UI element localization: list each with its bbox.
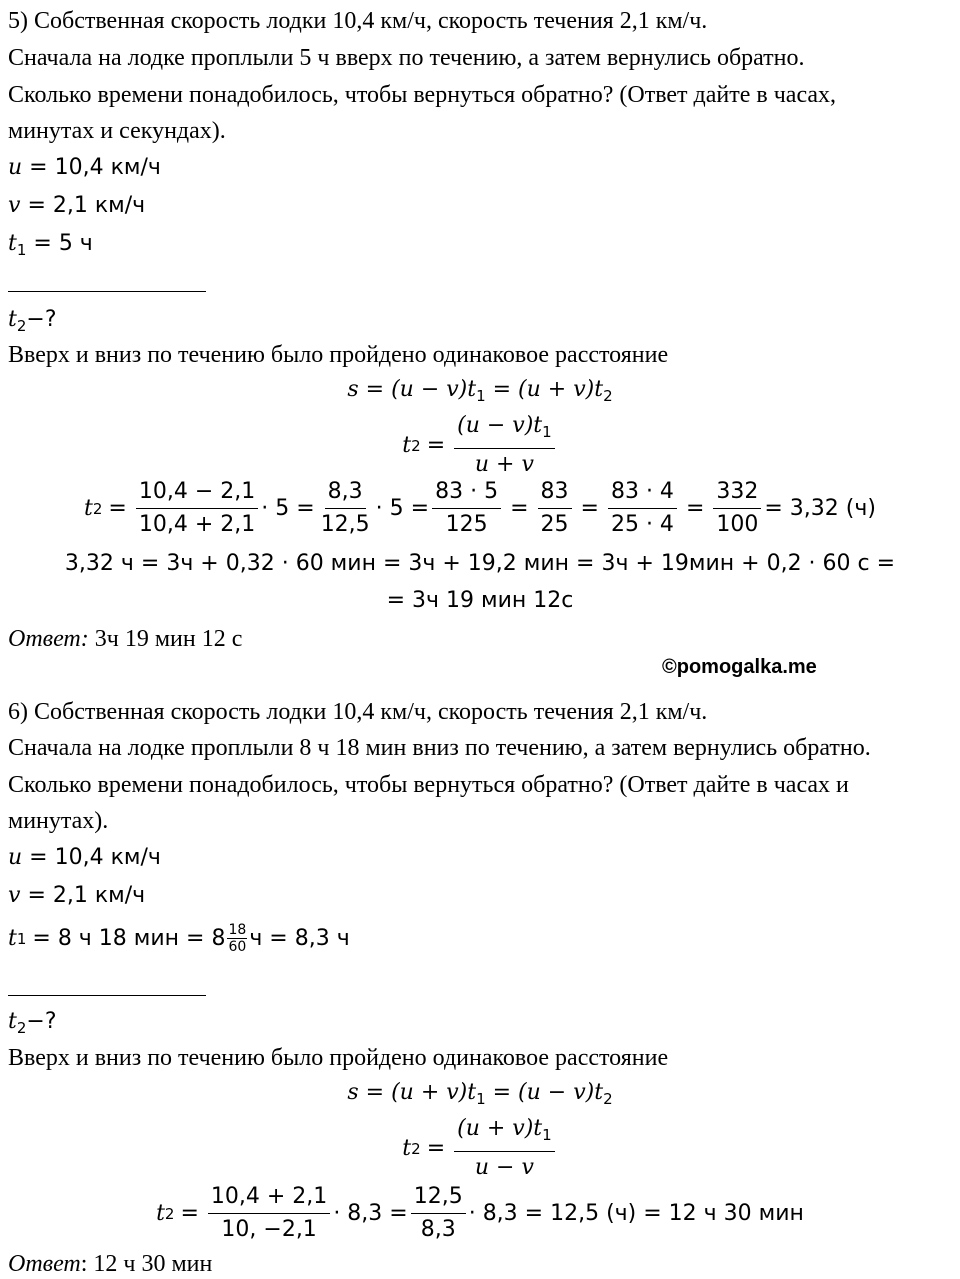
t1-small-fraction: $\frac{18}{60}$ [228,922,247,955]
problem6-statement: Вверх и вниз по течению было пройдено одинаковое расстояние [8,1045,669,1071]
problem5-conversion-2: = 3ч 19 мин 12с [386,588,574,613]
problem6-equation-t2: t 2 = $\frac{(u + v)t_1}{u - v}$ [0,1115,960,1182]
problem6-calculation: t 2 = $\frac{10,4 + 2,1}{10, -2,1}$ · 8,3 = $\frac{12,5}{8,3}$ · 8,3 = 12,5 (ч) = 12 ч 30 мин [156,1184,804,1242]
problem5-equation-t2: t 2 = $\frac{(u - v)t_1}{u + v}$ [0,412,960,479]
problem6-line-2: Сначала на лодке проплыли 8 ч 18 мин вниз по течению, а затем вернулись обратно. [8,735,871,761]
problem5-divider [8,291,206,292]
problem6-equation-s: $s = (u + v)t_1 = (u - v)t_2$ [347,1080,613,1108]
problem5-line-2: Сначала на лодке проплыли 5 ч вверх по течению, а затем вернулись обратно. [8,45,805,71]
problem5-line-3: Сколько времени понадобилось, чтобы вернуться обратно? (Ответ дайте в часах, [8,82,837,108]
problem6-given-t1: t 1 = 8 ч 18 мин = 8 $\frac{18}{60}$ ч = 8,3 ч [8,922,350,955]
problem5-given-v: v = 2,1 км/ч [8,193,146,218]
problem6-answer: Ответ: 12 ч 30 мин [8,1251,213,1277]
problem5-answer: Ответ: 3ч 19 мин 12 с [8,626,243,652]
problem5-find: $t_2-$? [8,307,57,335]
problem5-given-t1: $t_1 = 5$ ч [8,231,93,259]
problem6-given-u: u = 10,4 км/ч [8,845,161,870]
problem6-given-v: v = 2,1 км/ч [8,883,146,908]
problem5-conversion-1: 3,32 ч = 3ч + 0,32 · 60 мин = 3ч + 19,2 мин = 3ч + 19мин + 0,2 · 60 с = [64,551,896,576]
problem5-statement: Вверх и вниз по течению было пройдено одинаковое расстояние [8,342,669,368]
problem5-given-u: u = 10,4 км/ч [8,155,161,180]
problem5-calculation: t 2 = $\frac{10,4 - 2,1}{10,4 + 2,1}$ · 5 = $\frac{8,3}{12,5}$ · 5 = $\frac{83 \cdot 5}{125}$ = $\frac{83}{25}$ = $\frac{83 \cdot 4}{25 \cdot 4}$ = $\frac{332}{100}$ = 3,32 (ч) [84,479,876,537]
problem6-line-1: 6) Собственная скорость лодки 10,4 км/ч, скорость течения 2,1 км/ч. [8,699,708,725]
problem6-divider [8,995,206,996]
t2-fraction: $\frac{(u - v)t_1}{u + v}$ [454,412,555,479]
problem5-line-4: минутах и секундах). [8,118,226,144]
problem5-line-1: 5) Собственная скорость лодки 10,4 км/ч, скорость течения 2,1 км/ч. [8,8,708,34]
problem5-equation-s: $s = (u - v)t_1 = (u + v)t_2$ [347,377,613,405]
problem6-find: $t_2-$? [8,1009,57,1037]
problem6-line-4: минутах). [8,808,109,834]
watermark: ©pomogalka.me [662,656,817,678]
problem6-line-3: Сколько времени понадобилось, чтобы вернуться обратно? (Ответ дайте в часах и [8,772,849,798]
